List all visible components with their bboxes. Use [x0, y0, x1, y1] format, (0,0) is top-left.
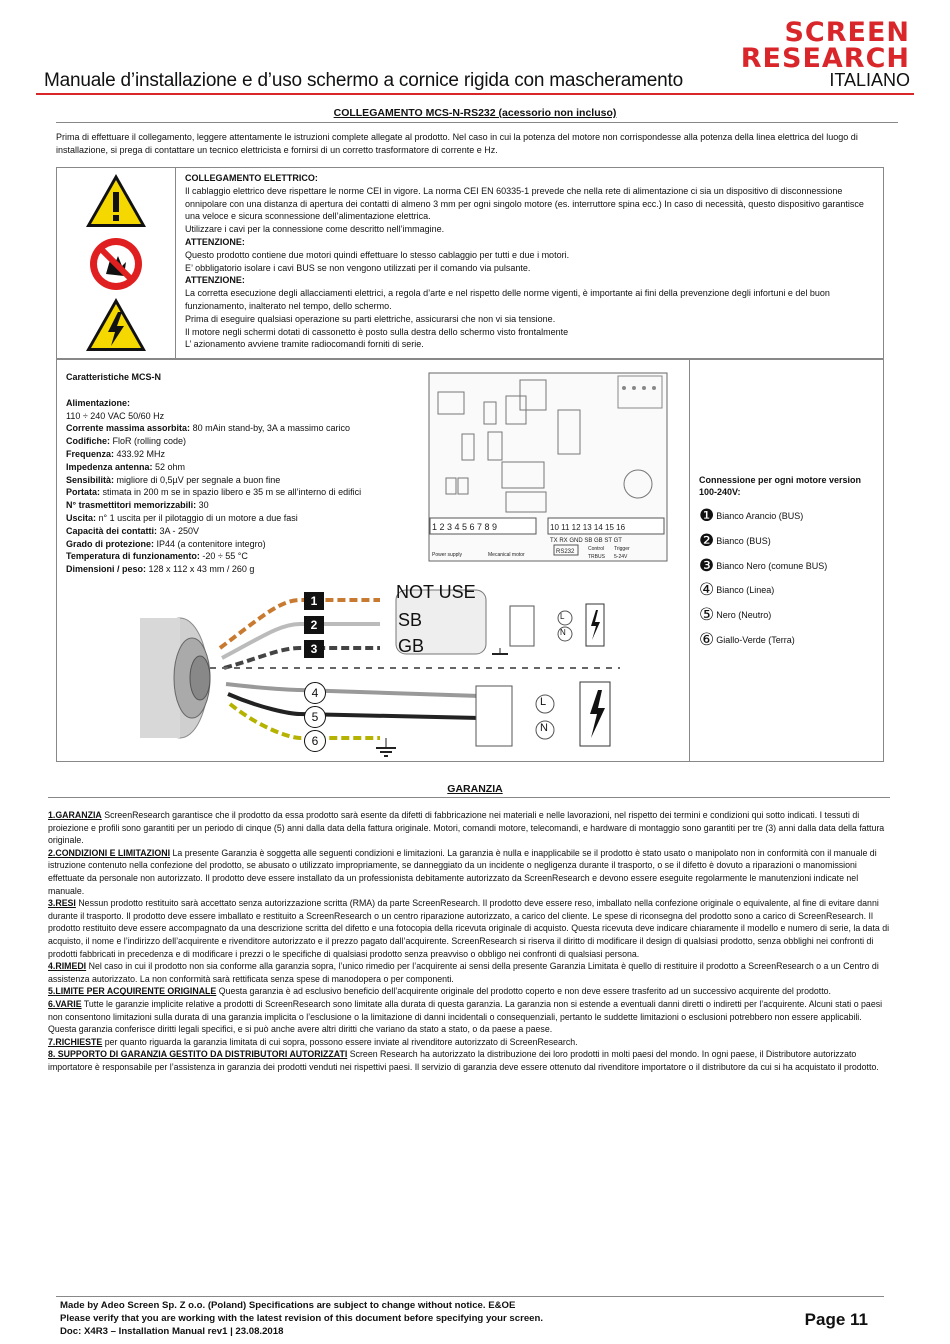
board-terminal-names: TX RX GND SB GB ST GT: [550, 538, 622, 544]
warranty-heading: 7.RICHIESTE: [48, 1036, 103, 1047]
connection-legend-title: Connessione per ogni motore version 100-240V:: [699, 475, 862, 497]
no-touch-icon: [88, 236, 144, 292]
terminal-n-large: N: [540, 722, 548, 734]
intro-text: Prima di effettuare il collegamento, leggere attentamente le istruzioni complete allegate al prodotto. Nel caso in cui la potenza del motore non corrispondesse alla potenza della linea elettrica del luogo di installazione, si prega di contattare un tecnico elettricista e fornirsi di un corretto trasformatore di corrente e Hz.: [56, 132, 858, 155]
general-warning-icon: [84, 172, 148, 230]
warranty-paragraph: [48, 897, 890, 960]
warranty-paragraph: [48, 1048, 890, 1073]
board-control: Control: [588, 546, 605, 552]
connection-label: Bianco Arancio (BUS): [716, 511, 804, 522]
warning-heading-electrical: COLLEGAMENTO ELETTRICO:: [185, 173, 318, 183]
spec-row: [66, 422, 396, 435]
connection-number: ❸: [699, 555, 715, 576]
warranty-paragraph: [48, 998, 890, 1036]
warranty-heading: 8. SUPPORTO DI GARANZIA GESTITO DA DISTRIBUTORI AUTORIZZATI: [48, 1049, 348, 1060]
board-mechanical-motor: Mecanical motor: [488, 552, 525, 558]
spec-label: Impedenza antenna:: [66, 461, 153, 472]
wire-badge-3: 3: [304, 640, 324, 658]
spec-value: n° 1 uscita per il pilotaggio di un motore a due fasi: [96, 512, 298, 523]
board-trigger: Trigger: [614, 546, 630, 552]
spec-row: [66, 435, 396, 448]
connection-number: ⑥: [699, 629, 715, 650]
spec-row: [66, 550, 396, 563]
board-trbus: TRBUS: [588, 554, 605, 560]
warranty-heading: 3.RESI: [48, 898, 76, 909]
spec-row: [66, 525, 396, 538]
connection-item: [699, 627, 879, 652]
connection-number: ❷: [699, 531, 715, 552]
spec-label: Portata:: [66, 487, 101, 498]
footer-text: [60, 1299, 543, 1338]
specs-title: Caratteristiche MCS-N: [66, 372, 162, 382]
spec-value: 433.92 MHz: [114, 448, 166, 459]
connection-item: [699, 529, 879, 554]
specs-list: [66, 371, 396, 576]
terminal-l-small: L: [560, 612, 565, 621]
warranty-paragraph: [48, 1036, 890, 1049]
footer-line-1: Made by Adeo Screen Sp. Z o.o. (Poland) Specifications are subject to change without notice. E&OE: [60, 1300, 516, 1311]
spec-label: N° trasmettitori memorizzabili:: [66, 500, 197, 511]
warranty-heading: 5.LIMITE PER ACQUIRENTE ORIGINALE: [48, 986, 217, 997]
spec-value: 30: [196, 500, 209, 511]
warning-heading-attention: ATTENZIONE:: [185, 236, 245, 247]
spec-value: migliore di 0,5µV per segnale a buon fine: [114, 474, 281, 485]
warning-paragraph: L’ azionamento avviene tramite radiocomandi forniti di serie.: [185, 339, 424, 350]
section-divider: [56, 122, 898, 123]
warranty-paragraph: [48, 847, 890, 897]
spec-label: Grado di protezione:: [66, 538, 155, 549]
electrical-hazard-icon: [84, 296, 148, 354]
warranty-body: [48, 809, 890, 1073]
spec-label: Temperatura di funzionamento:: [66, 551, 200, 562]
warranty-text: Questa garanzia è ad esclusivo beneficio dell’acquirente originale del prodotto coperto e non deve essere trasferito ad un successivo acquirente del prodotto.: [216, 986, 831, 997]
warranty-text: La presente Garanzia è soggetta alle seguenti condizioni e limitazioni. La garanzia è nulla e inapplicabile se il prodotto è stato usato o manipolato non in conformità con il manuale di istruzione contenuto nella confezione del prodotto, se abusato o utilizzato impropriamente, se danneggiato da un incidente o negligenza durante il trasporto, o se il difetto è dovuto a riparazioni o manomissioni effettuate da personale non autorizzato. Il prodotto deve essere installato da un professionista debitamente autorizzato da ScreenResearch e devono essere eseguite regolarmente le manutenzioni indicate nel manuale.: [48, 847, 877, 896]
warranty-paragraph: [48, 960, 890, 985]
spec-label: Dimensioni / peso:: [66, 564, 147, 575]
spec-value: FloR (rolling code): [110, 436, 187, 447]
connection-label: Bianco (Linea): [716, 585, 775, 596]
spec-value: 52 ohm: [152, 461, 186, 472]
connection-number: ④: [699, 580, 715, 601]
brand-logo: [740, 17, 910, 74]
footer-divider: [56, 1296, 884, 1297]
footer-line-2: Please verify that you are working with the latest revision of this document before specifying your screen.: [60, 1313, 544, 1324]
page-number: Page 11: [804, 1310, 868, 1329]
connection-item: [699, 603, 879, 628]
spec-row: [66, 474, 396, 487]
spec-row: [66, 486, 396, 499]
document-title: Manuale d’installazione e d’uso schermo a cornice rigida con mascheramento: [44, 70, 683, 91]
logo-line-1: SCREEN: [784, 17, 910, 48]
connection-label: Nero (Neutro): [716, 610, 772, 621]
wire-badge-2: 2: [304, 616, 324, 634]
spec-row: [66, 448, 396, 461]
warranty-heading: 1.GARANZIA: [48, 810, 102, 820]
wire-label-sb: SB: [398, 610, 423, 630]
warning-paragraph: Utilizzare i cavi per la connessione come descritto nell’immagine.: [185, 224, 445, 235]
board-terminals-left: 1 2 3 4 5 6 7 8 9: [432, 522, 498, 532]
board-rs232: RS232: [556, 549, 575, 555]
spec-value: -20 ÷ 55 °C: [199, 551, 248, 562]
spec-label: Frequenza:: [66, 448, 115, 459]
warranty-paragraph: [48, 809, 890, 847]
spec-row: [66, 410, 396, 423]
wire-badge-6: 6: [304, 730, 326, 752]
warranty-text: ScreenResearch garantisce che il prodotto da essa prodotto sarà esente da difetti di fabbricazione nei materiali e nelle lavorazioni, nel rispetto dei termini e condizioni qui sotto indicati. I tessuti di proiezione e profili sono garantiti per un periodo di cinque (5) anni dalla data della fattura originale. Motori, comandi motore, telecomandi, e hardware di montaggio sono garantiti per tre (3) anni dalla data della fattura originale.: [48, 810, 885, 846]
spec-row: [66, 397, 396, 410]
spec-row: [66, 499, 396, 512]
warranty-text: per quanto riguarda la garanzia limitata di cui sopra, possono essere inviate al rivenditore autorizzato di ScreenResearch.: [102, 1036, 578, 1047]
spec-label: Corrente massima assorbita:: [66, 423, 191, 434]
spec-label: Alimentazione:: [66, 397, 131, 408]
specs-column-divider: [689, 359, 690, 762]
spec-row: [66, 461, 396, 474]
spec-row: [66, 512, 396, 525]
warning-paragraph: Questo prodotto contiene due motori quindi effettuare lo stesso cablaggio per tutti e due i motori.: [185, 249, 570, 260]
warranty-text: Nessun prodotto restituito sarà accettato senza autorizzazione scritta (RMA) da parte ScreenResearch. Il prodotto deve essere reso, imballato nella confezione originale o equivalente, al fine di evitare danni durante il trasporto. Il prodotto deve essere imballato e restituito a ScreenResearch o un centro riparazione autorizzato, a carico del cliente. Le spese di riconsegna del prodotto sono a carico di ScreenResearch. Il prodotto restituito deve essere accompagnato da una descrizione scritta del difetto e una fotocopia della ricevuta originale di acquisto. Questa ricevuta deve indicare chiaramente il modello e numero di serie, la data di acquisto, il nome e l’indirizzo dell’acquirente e rivenditore autorizzato e il prezzo pagato dall’acquirente. ScreenResearch si riserva il diritto di modificare il design di qualsiasi prodotto, senza obblighi nei confronti di prodotti fabbricati in precedenza e di modificare i prezzi o le specifiche di qualsiasi prodotto senza preavviso o obbligo nei confronti di qualsiasi persona.: [48, 898, 890, 959]
warranty-heading: 4.RIMEDI: [48, 961, 87, 972]
warranty-heading: 2.CONDIZIONI E LIMITAZIONI: [48, 847, 171, 858]
board-5-24v: 5-24V: [614, 554, 628, 560]
connection-label: Bianco (BUS): [716, 536, 771, 547]
warranty-text: Nel caso in cui il prodotto non sia conforme alla garanzia sopra, l’unico rimedio per l’acquirente ai sensi della presente Garanzia Limitata è quello di restituire il prodotto a ScreenResearch o a un Centro di assistenza autorizzato. La non conformità sarà rettificata senza spese di manodopera o per componenti.: [48, 961, 879, 984]
section-title: COLLEGAMENTO MCS-N-RS232 (acessorio non incluso): [333, 107, 617, 119]
warning-paragraph: Il cablaggio elettrico deve rispettare le norme CEI in vigore. La norma CEI EN 60335-1 prevede che nella rete di alimentazione ci sia un dispositivo di disconnessione onnipolare con una distanza di apertura dei contatti di almeno 3 mm per ogni singolo motore (es. interruttore spina ecc.) In caso di necessità, questo dispositivo garantisce una veloce e sicura sconnessione dell’alimentazione elettrica.: [185, 185, 864, 222]
wire-badge-4: 4: [304, 682, 326, 704]
wire-badge-1: 1: [304, 592, 324, 610]
terminal-n-small: N: [560, 628, 566, 637]
wire-badge-5: 5: [304, 706, 326, 728]
connection-legend: [699, 474, 879, 652]
connection-item: [699, 578, 879, 603]
warning-paragraph: La corretta esecuzione degli allacciamenti elettrici, a regola d’arte e nel rispetto delle norme vigenti, è importante ai fini della prevenzione degli infortuni e del buon funzionamento, inalterato nel tempo, dello schermo.: [185, 288, 830, 311]
connection-item: [699, 504, 879, 529]
spec-label: Codifiche:: [66, 436, 110, 447]
connection-label: Giallo-Verde (Terra): [716, 634, 795, 645]
warranty-heading: 6.VARIE: [48, 998, 82, 1009]
warning-paragraph: E’ obbligatorio isolare i cavi BUS se non vengono utilizzati per il comando via pulsante.: [185, 262, 531, 273]
control-board-diagram: [428, 372, 668, 562]
warning-text: [185, 172, 875, 351]
spec-value: 128 x 112 x 43 mm / 260 g: [146, 564, 255, 575]
wire-label-not-use: NOT USE: [396, 582, 476, 602]
language-label: ITALIANO: [829, 70, 910, 90]
connection-number: ❶: [699, 506, 715, 527]
connection-label: Bianco Nero (comune BUS): [716, 560, 828, 571]
spec-value: 3A - 250V: [157, 525, 200, 536]
warranty-divider: [48, 797, 890, 798]
spec-label: Capacità dei contatti:: [66, 525, 158, 536]
terminal-l-large: L: [540, 696, 547, 708]
spec-value: 110 ÷ 240 VAC 50/60 Hz: [66, 410, 165, 421]
logo-line-2: RESEARCH: [740, 42, 910, 74]
connection-item: [699, 553, 879, 578]
warning-paragraph: Il motore negli schermi dotati di cassonetto è posto sulla destra dello schermo visto frontalmente: [185, 326, 569, 337]
warranty-text: Tutte le garanzie implicite relative a prodotti di ScreenResearch sono limitate alla durata di questa garanzia. La garanzia non si estende a eventuali danni diretti o indiretti per l’acquirente. Alcuni stati o paesi non consentono limitazioni sulla durata di una garanzia implicita o l’esclusione o la limitazione di danni incidentali o consequenziali, pertanto le suddette limitazioni o esclusioni potrebbero non essere applicabili. Questa garanzia conferisce diritti legali specifici, e si può anche avere altri diritti che variano da stato a stato, o da paese a paese.: [48, 998, 883, 1035]
warning-paragraph: Prima di eseguire qualsiasi operazione su parti elettriche, assicurarsi che non vi sia tensione.: [185, 313, 556, 324]
connection-number: ⑤: [699, 605, 715, 626]
footer-line-3: Doc: X4R3 – Installation Manual rev1 | 23.08.2018: [60, 1326, 284, 1337]
wiring-diagram: [140, 578, 620, 758]
warranty-title: GARANZIA: [447, 783, 503, 795]
board-power-supply: Power supply: [432, 552, 463, 558]
spec-row: [66, 538, 396, 551]
wire-label-gb: GB: [398, 636, 425, 656]
spec-label: Sensibilità:: [66, 474, 115, 485]
spec-row: [66, 563, 396, 576]
warranty-text: Screen Research ha autorizzato la distribuzione dei loro prodotti in molti paesi del mondo. In ogni paese, il Distributore autorizzato importatore è responsabile per l’assistenza in garanzia dei prodotti venduti nei rispettivi paesi. Il servizio di garanzia deve essere ottenuto dal rivenditore importatore o il distributore da cui si ha acquistato il prodotto.: [48, 1049, 879, 1072]
spec-value: IP44 (a contenitore integro): [154, 538, 266, 549]
header-divider: [36, 93, 914, 95]
spec-label: Uscita:: [66, 512, 97, 523]
spec-value: 80 mAin stand-by, 3A a massimo carico: [190, 423, 350, 434]
board-terminals-right: 10 11 12 13 14 15 16: [550, 523, 626, 532]
warning-heading-attention: ATTENZIONE:: [185, 275, 245, 286]
warranty-paragraph: [48, 985, 890, 998]
spec-value: stimata in 200 m se in spazio libero e 35 m se all’interno di edifici: [100, 487, 362, 498]
